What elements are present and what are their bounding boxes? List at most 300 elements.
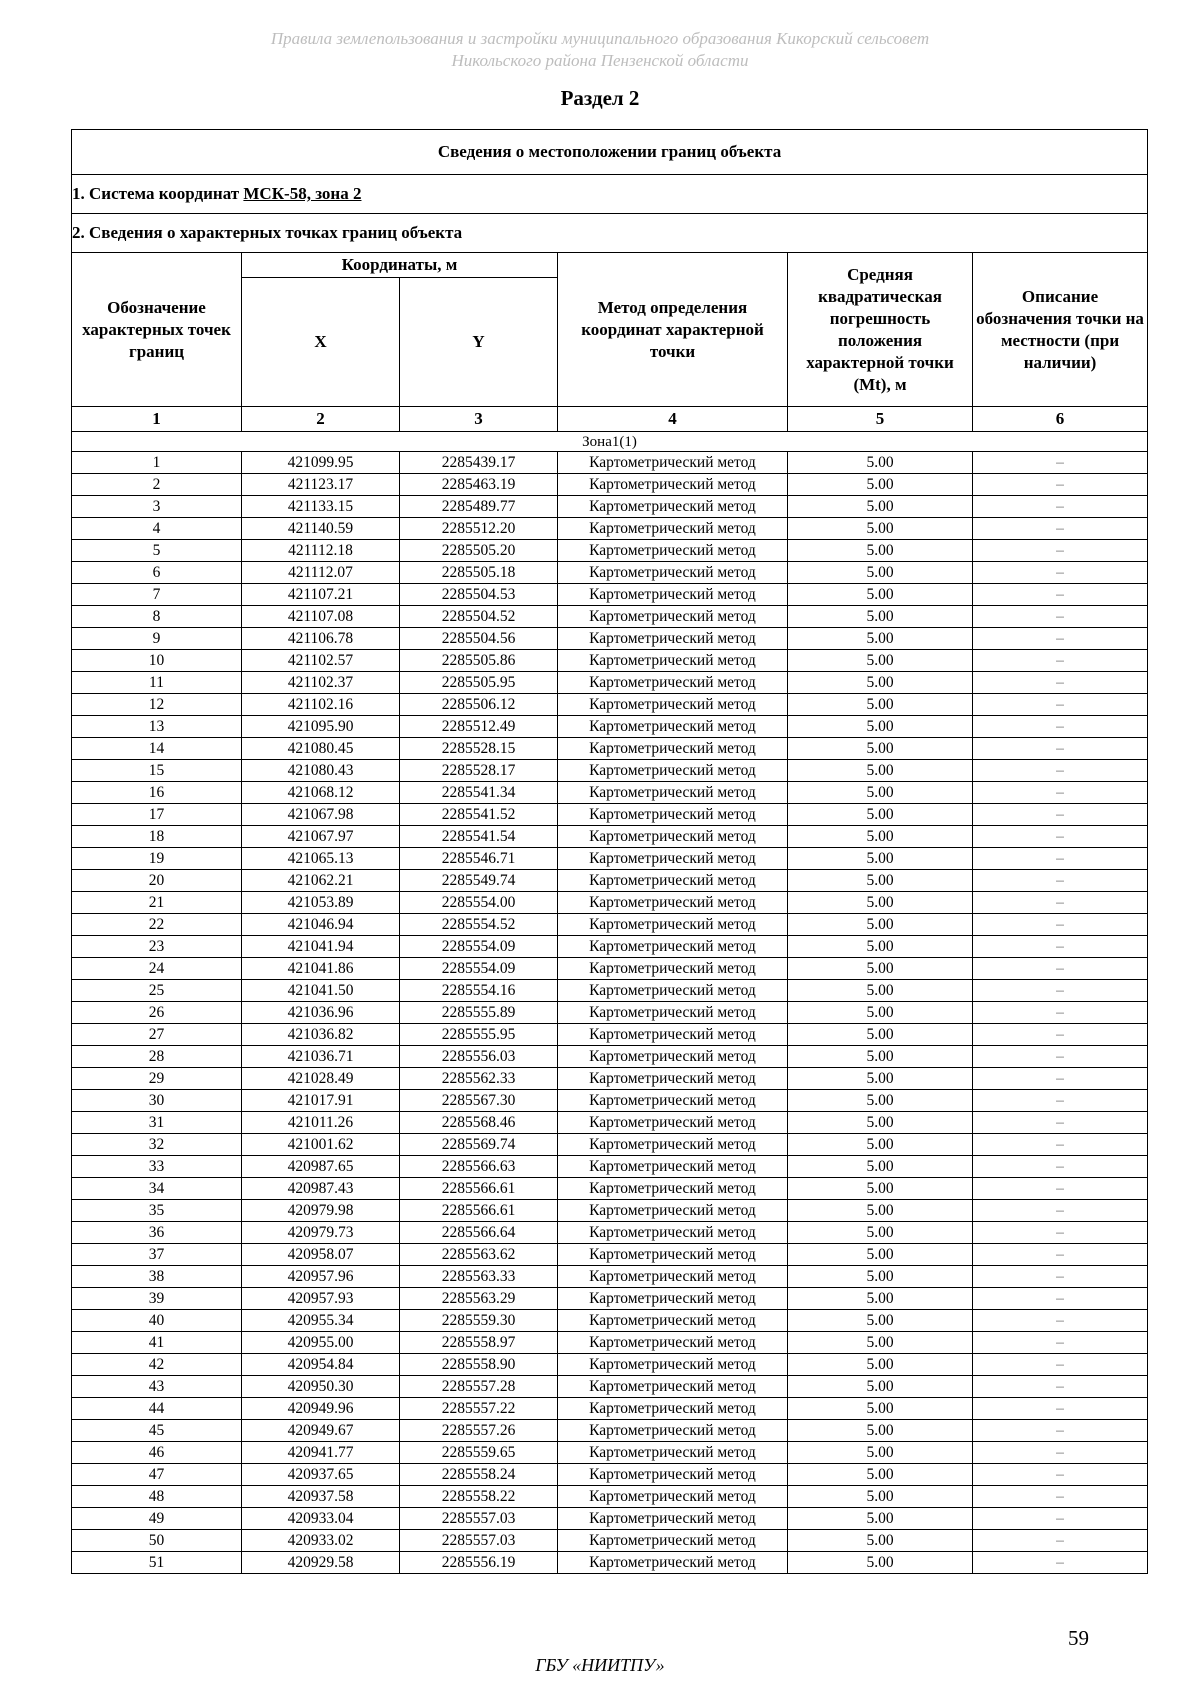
mean-error-cell: 5.00 xyxy=(788,1046,973,1068)
mean-error-cell: 5.00 xyxy=(788,804,973,826)
table-row xyxy=(72,1024,1148,1046)
section-title: Раздел 2 xyxy=(560,86,640,110)
point-number-cell: 26 xyxy=(72,1002,242,1024)
x-coordinate-cell: 420954.84 xyxy=(242,1354,400,1376)
y-coordinate-cell: 2285566.63 xyxy=(400,1156,558,1178)
y-coordinate-cell: 2285504.53 xyxy=(400,584,558,606)
description-cell: – xyxy=(973,694,1148,716)
description-cell: – xyxy=(973,1486,1148,1508)
header-method: Метод определения координат характерной точки xyxy=(558,253,788,407)
table-row xyxy=(72,716,1148,738)
x-coordinate-cell: 421028.49 xyxy=(242,1068,400,1090)
table-row xyxy=(72,1310,1148,1332)
method-cell: Картометрический метод xyxy=(558,1442,788,1464)
point-number-cell: 30 xyxy=(72,1090,242,1112)
x-coordinate-cell: 420987.65 xyxy=(242,1156,400,1178)
method-cell: Картометрический метод xyxy=(558,1002,788,1024)
y-coordinate-cell: 2285566.64 xyxy=(400,1222,558,1244)
method-cell: Картометрический метод xyxy=(558,1156,788,1178)
mean-error-cell: 5.00 xyxy=(788,1156,973,1178)
x-coordinate-cell: 421067.97 xyxy=(242,826,400,848)
description-cell: – xyxy=(973,518,1148,540)
description-cell: – xyxy=(973,760,1148,782)
y-coordinate-cell: 2285541.52 xyxy=(400,804,558,826)
y-coordinate-cell: 2285463.19 xyxy=(400,474,558,496)
table-row xyxy=(72,1530,1148,1552)
x-coordinate-cell: 420950.30 xyxy=(242,1376,400,1398)
description-cell: – xyxy=(973,606,1148,628)
mean-error-cell: 5.00 xyxy=(788,1024,973,1046)
x-coordinate-cell: 420955.00 xyxy=(242,1332,400,1354)
y-coordinate-cell: 2285558.24 xyxy=(400,1464,558,1486)
description-cell: – xyxy=(973,958,1148,980)
description-cell: – xyxy=(973,1332,1148,1354)
x-coordinate-cell: 421065.13 xyxy=(242,848,400,870)
mean-error-cell: 5.00 xyxy=(788,1288,973,1310)
y-coordinate-cell: 2285505.18 xyxy=(400,562,558,584)
coordinate-system-value: МСК-58, зона 2 xyxy=(243,184,362,203)
description-cell: – xyxy=(973,584,1148,606)
point-number-cell: 32 xyxy=(72,1134,242,1156)
method-cell: Картометрический метод xyxy=(558,1178,788,1200)
method-cell: Картометрический метод xyxy=(558,738,788,760)
table-row xyxy=(72,628,1148,650)
mean-error-cell: 5.00 xyxy=(788,1244,973,1266)
table-row xyxy=(72,562,1148,584)
method-cell: Картометрический метод xyxy=(558,1068,788,1090)
description-cell: – xyxy=(973,1178,1148,1200)
header-point-designation: Обозначение характерных точек границ xyxy=(72,253,242,407)
mean-error-cell: 5.00 xyxy=(788,980,973,1002)
table-row xyxy=(72,496,1148,518)
x-coordinate-cell: 421001.62 xyxy=(242,1134,400,1156)
point-number-cell: 41 xyxy=(72,1332,242,1354)
mean-error-cell: 5.00 xyxy=(788,1222,973,1244)
x-coordinate-cell: 420933.04 xyxy=(242,1508,400,1530)
x-coordinate-cell: 420957.96 xyxy=(242,1266,400,1288)
table-row xyxy=(72,804,1148,826)
x-coordinate-cell: 420941.77 xyxy=(242,1442,400,1464)
y-coordinate-cell: 2285566.61 xyxy=(400,1200,558,1222)
point-number-cell: 35 xyxy=(72,1200,242,1222)
x-coordinate-cell: 421041.94 xyxy=(242,936,400,958)
method-cell: Картометрический метод xyxy=(558,826,788,848)
x-coordinate-cell: 421107.21 xyxy=(242,584,400,606)
description-cell: – xyxy=(973,1398,1148,1420)
mean-error-cell: 5.00 xyxy=(788,1420,973,1442)
description-cell: – xyxy=(973,848,1148,870)
point-number-cell: 19 xyxy=(72,848,242,870)
y-coordinate-cell: 2285556.19 xyxy=(400,1552,558,1574)
description-cell: – xyxy=(973,1024,1148,1046)
description-cell: – xyxy=(973,1046,1148,1068)
description-cell: – xyxy=(973,1156,1148,1178)
table-row xyxy=(72,1464,1148,1486)
mean-error-cell: 5.00 xyxy=(788,1376,973,1398)
y-coordinate-cell: 2285555.89 xyxy=(400,1002,558,1024)
point-number-cell: 5 xyxy=(72,540,242,562)
table-row xyxy=(72,1156,1148,1178)
description-cell: – xyxy=(973,936,1148,958)
mean-error-cell: 5.00 xyxy=(788,540,973,562)
mean-error-cell: 5.00 xyxy=(788,1178,973,1200)
point-number-cell: 50 xyxy=(72,1530,242,1552)
x-coordinate-cell: 420937.65 xyxy=(242,1464,400,1486)
point-number-cell: 1 xyxy=(72,452,242,474)
point-number-cell: 12 xyxy=(72,694,242,716)
table-row xyxy=(72,936,1148,958)
y-coordinate-cell: 2285528.15 xyxy=(400,738,558,760)
table-row xyxy=(72,760,1148,782)
table-row xyxy=(72,1244,1148,1266)
method-cell: Картометрический метод xyxy=(558,1530,788,1552)
point-number-cell: 18 xyxy=(72,826,242,848)
x-coordinate-cell: 421036.82 xyxy=(242,1024,400,1046)
mean-error-cell: 5.00 xyxy=(788,584,973,606)
description-cell: – xyxy=(973,1552,1148,1574)
y-coordinate-cell: 2285562.33 xyxy=(400,1068,558,1090)
mean-error-cell: 5.00 xyxy=(788,562,973,584)
method-cell: Картометрический метод xyxy=(558,760,788,782)
method-cell: Картометрический метод xyxy=(558,1420,788,1442)
table-row xyxy=(72,1266,1148,1288)
point-number-cell: 34 xyxy=(72,1178,242,1200)
y-coordinate-cell: 2285505.86 xyxy=(400,650,558,672)
point-number-cell: 21 xyxy=(72,892,242,914)
x-coordinate-cell: 421095.90 xyxy=(242,716,400,738)
point-number-cell: 8 xyxy=(72,606,242,628)
mean-error-cell: 5.00 xyxy=(788,826,973,848)
method-cell: Картометрический метод xyxy=(558,1222,788,1244)
y-coordinate-cell: 2285554.16 xyxy=(400,980,558,1002)
description-cell: – xyxy=(973,1464,1148,1486)
y-coordinate-cell: 2285567.30 xyxy=(400,1090,558,1112)
mean-error-cell: 5.00 xyxy=(788,1354,973,1376)
method-cell: Картометрический метод xyxy=(558,694,788,716)
x-coordinate-cell: 420955.34 xyxy=(242,1310,400,1332)
header-mean-error: Средняя квадратическая погрешность положения характерной точки (Мt), м xyxy=(788,253,973,407)
description-cell: – xyxy=(973,1442,1148,1464)
point-number-cell: 37 xyxy=(72,1244,242,1266)
mean-error-cell: 5.00 xyxy=(788,782,973,804)
table-row xyxy=(72,1134,1148,1156)
table-row xyxy=(72,1486,1148,1508)
x-coordinate-cell: 420937.58 xyxy=(242,1486,400,1508)
method-cell: Картометрический метод xyxy=(558,452,788,474)
point-number-cell: 22 xyxy=(72,914,242,936)
table-row xyxy=(72,1288,1148,1310)
method-cell: Картометрический метод xyxy=(558,628,788,650)
table-row xyxy=(72,474,1148,496)
method-cell: Картометрический метод xyxy=(558,1266,788,1288)
point-number-cell: 47 xyxy=(72,1464,242,1486)
table-row xyxy=(72,1332,1148,1354)
x-coordinate-cell: 421123.17 xyxy=(242,474,400,496)
mean-error-cell: 5.00 xyxy=(788,1200,973,1222)
table-row xyxy=(72,1046,1148,1068)
y-coordinate-cell: 2285554.52 xyxy=(400,914,558,936)
coordinate-system-label: 1. Система координат xyxy=(72,184,244,203)
y-coordinate-cell: 2285504.56 xyxy=(400,628,558,650)
x-coordinate-cell: 420979.73 xyxy=(242,1222,400,1244)
x-coordinate-cell: 421112.18 xyxy=(242,540,400,562)
description-cell: – xyxy=(973,1222,1148,1244)
point-number-cell: 40 xyxy=(72,1310,242,1332)
y-coordinate-cell: 2285512.20 xyxy=(400,518,558,540)
y-coordinate-cell: 2285505.20 xyxy=(400,540,558,562)
x-coordinate-cell: 421062.21 xyxy=(242,870,400,892)
point-number-cell: 2 xyxy=(72,474,242,496)
point-number-cell: 14 xyxy=(72,738,242,760)
y-coordinate-cell: 2285528.17 xyxy=(400,760,558,782)
y-coordinate-cell: 2285568.46 xyxy=(400,1112,558,1134)
table-row xyxy=(72,1552,1148,1574)
method-cell: Картометрический метод xyxy=(558,1090,788,1112)
x-coordinate-cell: 421068.12 xyxy=(242,782,400,804)
description-cell: – xyxy=(973,1420,1148,1442)
description-cell: – xyxy=(973,540,1148,562)
description-cell: – xyxy=(973,474,1148,496)
method-cell: Картометрический метод xyxy=(558,1134,788,1156)
method-cell: Картометрический метод xyxy=(558,980,788,1002)
table-row xyxy=(72,870,1148,892)
description-cell: – xyxy=(973,1288,1148,1310)
x-coordinate-cell: 420979.98 xyxy=(242,1200,400,1222)
description-cell: – xyxy=(973,1090,1148,1112)
table-row xyxy=(72,1068,1148,1090)
point-number-cell: 42 xyxy=(72,1354,242,1376)
mean-error-cell: 5.00 xyxy=(788,1508,973,1530)
method-cell: Картометрический метод xyxy=(558,1200,788,1222)
mean-error-cell: 5.00 xyxy=(788,672,973,694)
point-number-cell: 28 xyxy=(72,1046,242,1068)
mean-error-cell: 5.00 xyxy=(788,1530,973,1552)
method-cell: Картометрический метод xyxy=(558,914,788,936)
y-coordinate-cell: 2285506.12 xyxy=(400,694,558,716)
y-coordinate-cell: 2285557.03 xyxy=(400,1508,558,1530)
description-cell: – xyxy=(973,826,1148,848)
table-row xyxy=(72,848,1148,870)
x-coordinate-cell: 420933.02 xyxy=(242,1530,400,1552)
table-row xyxy=(72,452,1148,474)
point-number-cell: 6 xyxy=(72,562,242,584)
x-coordinate-cell: 421106.78 xyxy=(242,628,400,650)
y-coordinate-cell: 2285555.95 xyxy=(400,1024,558,1046)
description-cell: – xyxy=(973,716,1148,738)
header-y: Y xyxy=(400,278,558,407)
table-row xyxy=(72,1222,1148,1244)
method-cell: Картометрический метод xyxy=(558,1310,788,1332)
x-coordinate-cell: 421102.37 xyxy=(242,672,400,694)
description-cell: – xyxy=(973,1376,1148,1398)
point-number-cell: 7 xyxy=(72,584,242,606)
x-coordinate-cell: 421102.57 xyxy=(242,650,400,672)
mean-error-cell: 5.00 xyxy=(788,1112,973,1134)
mean-error-cell: 5.00 xyxy=(788,1552,973,1574)
mean-error-cell: 5.00 xyxy=(788,1310,973,1332)
x-coordinate-cell: 421080.45 xyxy=(242,738,400,760)
mean-error-cell: 5.00 xyxy=(788,892,973,914)
boundary-points-table xyxy=(71,129,1148,1574)
table-row xyxy=(72,1090,1148,1112)
point-number-cell: 4 xyxy=(72,518,242,540)
point-number-cell: 16 xyxy=(72,782,242,804)
x-coordinate-cell: 421080.43 xyxy=(242,760,400,782)
mean-error-cell: 5.00 xyxy=(788,738,973,760)
zone-label: Зона1(1) xyxy=(72,432,1148,452)
mean-error-cell: 5.00 xyxy=(788,518,973,540)
y-coordinate-cell: 2285549.74 xyxy=(400,870,558,892)
x-coordinate-cell: 420957.93 xyxy=(242,1288,400,1310)
header-x: X xyxy=(242,278,400,407)
mean-error-cell: 5.00 xyxy=(788,870,973,892)
method-cell: Картометрический метод xyxy=(558,474,788,496)
table-row xyxy=(72,980,1148,1002)
method-cell: Картометрический метод xyxy=(558,848,788,870)
point-number-cell: 36 xyxy=(72,1222,242,1244)
method-cell: Картометрический метод xyxy=(558,1464,788,1486)
method-cell: Картометрический метод xyxy=(558,892,788,914)
x-coordinate-cell: 421102.16 xyxy=(242,694,400,716)
x-coordinate-cell: 421046.94 xyxy=(242,914,400,936)
y-coordinate-cell: 2285563.62 xyxy=(400,1244,558,1266)
x-coordinate-cell: 420949.96 xyxy=(242,1398,400,1420)
y-coordinate-cell: 2285558.97 xyxy=(400,1332,558,1354)
method-cell: Картометрический метод xyxy=(558,804,788,826)
method-cell: Картометрический метод xyxy=(558,1112,788,1134)
page-number: 59 xyxy=(1068,1626,1089,1650)
description-cell: – xyxy=(973,1068,1148,1090)
header-coordinates: Координаты, м xyxy=(242,253,558,278)
mean-error-cell: 5.00 xyxy=(788,1398,973,1420)
description-cell: – xyxy=(973,1354,1148,1376)
point-number-cell: 3 xyxy=(72,496,242,518)
mean-error-cell: 5.00 xyxy=(788,452,973,474)
description-cell: – xyxy=(973,1508,1148,1530)
points-section-title: 2. Сведения о характерных точках границ объекта xyxy=(72,214,1148,253)
column-number: 1 xyxy=(72,407,242,432)
table-row xyxy=(72,1398,1148,1420)
y-coordinate-cell: 2285558.90 xyxy=(400,1354,558,1376)
point-number-cell: 11 xyxy=(72,672,242,694)
method-cell: Картометрический метод xyxy=(558,870,788,892)
table-title: Сведения о местоположении границ объекта xyxy=(72,130,1148,175)
point-number-cell: 31 xyxy=(72,1112,242,1134)
mean-error-cell: 5.00 xyxy=(788,760,973,782)
description-cell: – xyxy=(973,1134,1148,1156)
point-number-cell: 10 xyxy=(72,650,242,672)
point-number-cell: 45 xyxy=(72,1420,242,1442)
description-cell: – xyxy=(973,1112,1148,1134)
y-coordinate-cell: 2285563.29 xyxy=(400,1288,558,1310)
description-cell: – xyxy=(973,892,1148,914)
method-cell: Картометрический метод xyxy=(558,496,788,518)
table-row xyxy=(72,738,1148,760)
mean-error-cell: 5.00 xyxy=(788,914,973,936)
method-cell: Картометрический метод xyxy=(558,1354,788,1376)
column-number: 6 xyxy=(973,407,1148,432)
x-coordinate-cell: 421107.08 xyxy=(242,606,400,628)
description-cell: – xyxy=(973,738,1148,760)
description-cell: – xyxy=(973,1530,1148,1552)
table-row xyxy=(72,1508,1148,1530)
y-coordinate-cell: 2285557.03 xyxy=(400,1530,558,1552)
description-cell: – xyxy=(973,672,1148,694)
mean-error-cell: 5.00 xyxy=(788,1442,973,1464)
point-number-cell: 44 xyxy=(72,1398,242,1420)
mean-error-cell: 5.00 xyxy=(788,606,973,628)
y-coordinate-cell: 2285563.33 xyxy=(400,1266,558,1288)
description-cell: – xyxy=(973,980,1148,1002)
point-number-cell: 24 xyxy=(72,958,242,980)
table-row xyxy=(72,518,1148,540)
point-number-cell: 9 xyxy=(72,628,242,650)
description-cell: – xyxy=(973,1244,1148,1266)
x-coordinate-cell: 421017.91 xyxy=(242,1090,400,1112)
description-cell: – xyxy=(973,1266,1148,1288)
y-coordinate-cell: 2285489.77 xyxy=(400,496,558,518)
coordinate-system xyxy=(72,175,1148,214)
point-number-cell: 38 xyxy=(72,1266,242,1288)
y-coordinate-cell: 2285569.74 xyxy=(400,1134,558,1156)
method-cell: Картометрический метод xyxy=(558,672,788,694)
mean-error-cell: 5.00 xyxy=(788,1332,973,1354)
x-coordinate-cell: 421041.86 xyxy=(242,958,400,980)
x-coordinate-cell: 420929.58 xyxy=(242,1552,400,1574)
table-row xyxy=(72,1442,1148,1464)
point-number-cell: 48 xyxy=(72,1486,242,1508)
x-coordinate-cell: 421053.89 xyxy=(242,892,400,914)
method-cell: Картометрический метод xyxy=(558,1288,788,1310)
x-coordinate-cell: 420949.67 xyxy=(242,1420,400,1442)
y-coordinate-cell: 2285512.49 xyxy=(400,716,558,738)
method-cell: Картометрический метод xyxy=(558,1046,788,1068)
method-cell: Картометрический метод xyxy=(558,958,788,980)
mean-error-cell: 5.00 xyxy=(788,848,973,870)
point-number-cell: 51 xyxy=(72,1552,242,1574)
description-cell: – xyxy=(973,1200,1148,1222)
header-description: Описание обозначения точки на местности (при наличии) xyxy=(973,253,1148,407)
table-row xyxy=(72,782,1148,804)
table-row xyxy=(72,584,1148,606)
table-row xyxy=(72,650,1148,672)
description-cell: – xyxy=(973,804,1148,826)
point-number-cell: 15 xyxy=(72,760,242,782)
x-coordinate-cell: 421099.95 xyxy=(242,452,400,474)
method-cell: Картометрический метод xyxy=(558,540,788,562)
x-coordinate-cell: 421112.07 xyxy=(242,562,400,584)
table-row xyxy=(72,606,1148,628)
mean-error-cell: 5.00 xyxy=(788,958,973,980)
method-cell: Картометрический метод xyxy=(558,584,788,606)
method-cell: Картометрический метод xyxy=(558,1244,788,1266)
method-cell: Картометрический метод xyxy=(558,1398,788,1420)
description-cell: – xyxy=(973,914,1148,936)
y-coordinate-cell: 2285439.17 xyxy=(400,452,558,474)
point-number-cell: 25 xyxy=(72,980,242,1002)
header-line-1: Правила землепользования и застройки муниципального образования Кикорский сельсовет xyxy=(270,29,930,48)
method-cell: Картометрический метод xyxy=(558,1376,788,1398)
point-number-cell: 33 xyxy=(72,1156,242,1178)
point-number-cell: 29 xyxy=(72,1068,242,1090)
mean-error-cell: 5.00 xyxy=(788,1090,973,1112)
point-number-cell: 46 xyxy=(72,1442,242,1464)
method-cell: Картометрический метод xyxy=(558,518,788,540)
method-cell: Картометрический метод xyxy=(558,1508,788,1530)
description-cell: – xyxy=(973,782,1148,804)
description-cell: – xyxy=(973,452,1148,474)
method-cell: Картометрический метод xyxy=(558,936,788,958)
